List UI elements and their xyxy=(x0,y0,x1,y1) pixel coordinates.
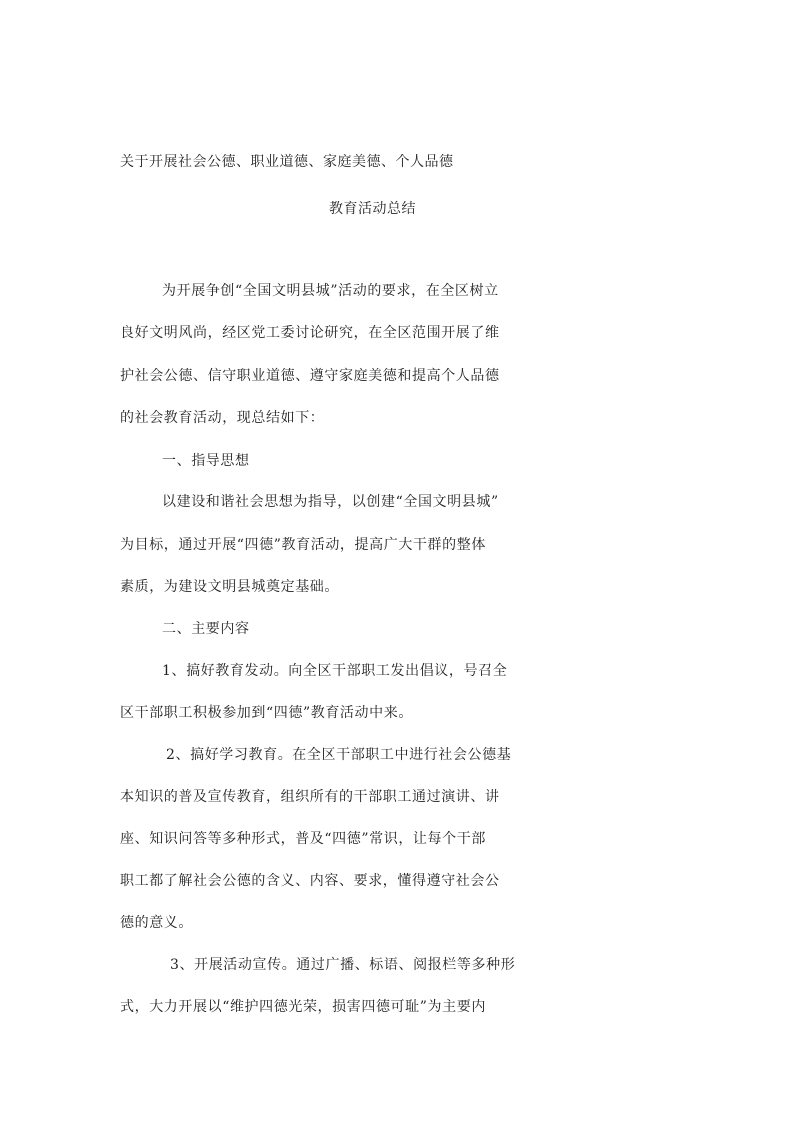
document-title-line-2: 教育活动总结 xyxy=(329,201,416,217)
paragraph-line: 护社会公德、信守职业道德、遵守家庭美德和提高个人品德 xyxy=(120,368,500,384)
paragraph-line: 座、知识问答等多种形式，普及“四德”常识，让每个干部 xyxy=(120,831,486,847)
document-title-line-1: 关于开展社会公德、职业道德、家庭美德、个人品德 xyxy=(120,154,454,170)
paragraph-line: 德的意义。 xyxy=(120,915,193,931)
paragraph-line: 素质，为建设文明县城奠定基础。 xyxy=(120,579,339,595)
section-heading: 二、主要内容 xyxy=(162,621,250,637)
paragraph-line: 3、开展活动宣传。通过广播、标语、阅报栏等多种形 xyxy=(170,957,516,973)
paragraph-line: 为开展争创“全国文明县城”活动的要求，在全区树立 xyxy=(162,283,499,299)
paragraph-line: 2、搞好学习教育。在全区干部职工中进行社会公德基 xyxy=(166,747,512,763)
paragraph-line: 职工都了解社会公德的含义、内容、要求，懂得遵守社会公 xyxy=(120,873,500,889)
paragraph-line: 本知识的普及宣传教育，组织所有的干部职工通过演讲、讲 xyxy=(120,789,500,805)
section-heading: 一、指导思想 xyxy=(162,453,250,469)
paragraph-line: 以建设和谐社会思想为指导，以创建“全国文明县城” xyxy=(162,494,499,510)
paragraph-line: 式，大力开展以“维护四德光荣，损害四德可耻”为主要内 xyxy=(120,999,486,1015)
paragraph-line: 为目标，通过开展“四德”教育活动，提高广大干群的整体 xyxy=(120,537,486,553)
paragraph-line: 区干部职工积极参加到“四德”教育活动中来。 xyxy=(120,705,413,721)
paragraph-line: 的社会教育活动，现总结如下： xyxy=(120,410,325,426)
paragraph-line: 良好文明风尚，经区党工委讨论研究，在全区范围开展了维 xyxy=(120,325,500,341)
paragraph-line: 1、搞好教育发动。向全区干部职工发出倡议，号召全 xyxy=(162,663,508,679)
